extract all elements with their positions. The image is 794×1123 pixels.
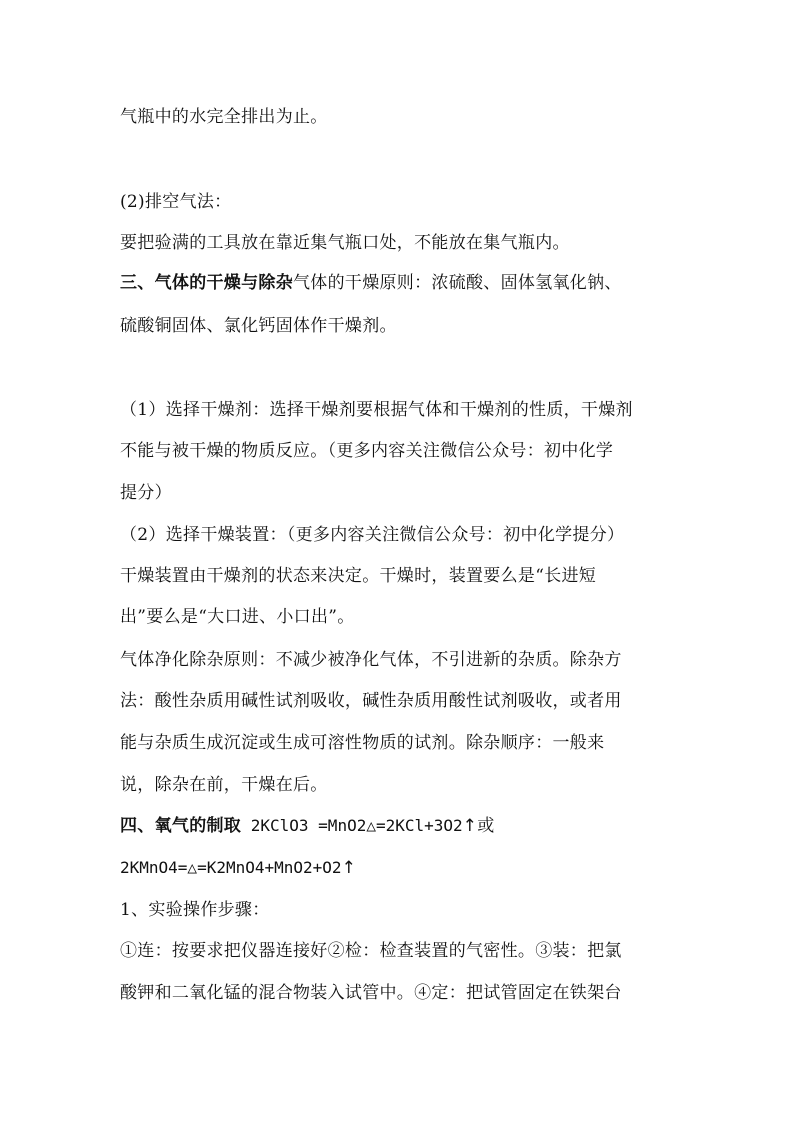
or-text: 或 [477,816,495,836]
section-four-heading: 四、氧气的制取 [120,816,242,836]
text-line-water-drain: 气瓶中的水完全排出为止。 [120,107,328,127]
gas-up-arrow-icon: ↑ [341,858,357,878]
text-line-steps-one: ①连：按要求把仪器连接好②检：检查装置的气密性。③装：把氯 [120,941,622,961]
text-line-kmno4-formula [120,857,680,879]
text-line-section-four [120,815,680,837]
text-line-no-reaction: 不能与被干燥的物质反应。（更多内容关注微信公众号：初中化学 [120,441,614,461]
text-line-drying-agents: 硫酸铜固体、氯化钙固体作干燥剂。 [120,316,397,336]
text-line-steps-two: 酸钾和二氧化锰的混合物装入试管中。④定：把试管固定在铁架台 [120,983,622,1003]
section-three-intro: 气体的干燥原则：浓硫酸、固体氢氧化钠、 [293,273,622,293]
text-line-section-three [120,272,680,294]
gas-up-arrow-icon: ↑ [462,816,478,836]
text-line-steps-title: 1、实验操作步骤： [120,900,270,920]
text-line-device-state: 干燥装置由干燥剂的状态来决定。干燥时，装置要么是“长进短 [120,566,597,586]
text-line-score-note: 提分） [120,483,172,503]
text-line-air-displacement-title: (2)排空气法： [120,192,232,212]
kclo3-formula: 2KClO3 =MnO2△=2KCl+3O2 [241,816,463,835]
text-line-purification-principle: 气体净化除杂原则：不减少被净化气体，不引进新的杂质。除杂方 [120,650,622,670]
section-three-heading: 三、气体的干燥与除杂 [120,273,293,293]
text-line-air-displacement-note: 要把验满的工具放在靠近集气瓶口处，不能放在集气瓶内。 [120,233,570,253]
text-line-purification-order: 说，除杂在前，干燥在后。 [120,775,328,795]
kmno4-formula: 2KMnO4=△=K2MnO4+MnO2+O2 [120,858,342,877]
text-line-choose-drying-device: （2）选择干燥装置：（更多内容关注微信公众号：初中化学提分） [120,525,625,545]
text-line-choose-drying-agent: （1）选择干燥剂：选择干燥剂要根据气体和干燥剂的性质，干燥剂 [120,400,633,420]
text-line-device-inlet: 出”要么是“大口进、小口出”。 [120,607,355,627]
text-line-purification-method: 法：酸性杂质用碱性试剂吸收，碱性杂质用酸性试剂吸收，或者用 [120,691,622,711]
text-line-purification-reagent: 能与杂质生成沉淀或生成可溶性物质的试剂。除杂顺序：一般来 [120,733,605,753]
